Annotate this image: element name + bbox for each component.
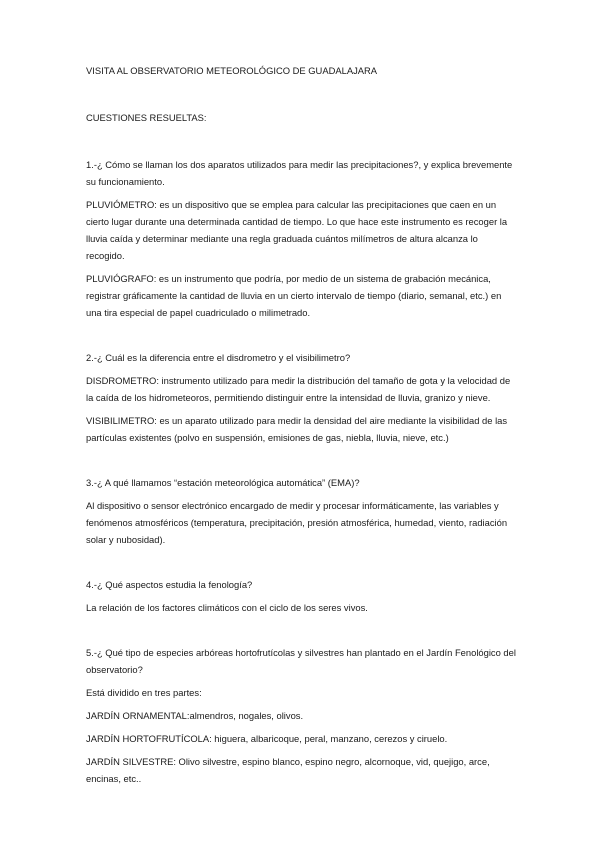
question-4: 4.-¿ Qué aspectos estudia la fenología? xyxy=(86,579,253,590)
answer-pluviografo: PLUVIÓGRAFO: es un instrumento que podría, por medio de un sistema de grabación mecánica, registrar gráficamente la cantidad de lluvia en un cierto intervalo de tiempo (diario, semanal, etc.) en una tira especial de papel cuadriculado o milimetrado. xyxy=(86,273,502,318)
answer-disdrometro: DISDROMETRO: instrumento utilizado para medir la distribución del tamaño de gota y la velocidad de la caída de los hidrometeoros, permitiendo distinguir entre la intensidad de lluvia, granizo y nieve. xyxy=(86,375,511,403)
answer-jardin-silvestre: JARDÍN SILVESTRE: Olivo silvestre, espino blanco, espino negro, alcornoque, vid, quejigo, arce, encinas, etc.. xyxy=(86,756,490,784)
document-body xyxy=(86,62,516,789)
document-subtitle: CUESTIONES RESUELTAS: xyxy=(86,112,207,123)
question-2: 2.-¿ Cuál es la diferencia entre el disdrometro y el visibilimetro? xyxy=(86,352,351,363)
answer-pluviometro: PLUVIÓMETRO: es un dispositivo que se emplea para calcular las precipitaciones que caen en un cierto lugar durante una determinada cantidad de tiempo. Lo que hace este instrumento es recoger la lluvia caída y determinar mediante una regla graduada cuántos milímetros de altura alcanza lo recogido. xyxy=(86,199,508,261)
question-5: 5.-¿ Qué tipo de especies arbóreas hortofrutícolas y silvestres han plantado en el Jardín Fenológico del observatorio? xyxy=(86,647,516,675)
answer-ema: Al dispositivo o sensor electrónico encargado de medir y procesar informáticamente, las variables y fenómenos atmosféricos (temperatura, precipitación, presión atmosférica, humedad, viento, radiación solar y nubosidad). xyxy=(86,500,508,545)
answer-jardin-intro: Está dividido en tres partes: xyxy=(86,687,202,698)
document-title: VISITA AL OBSERVATORIO METEOROLÓGICO DE GUADALAJARA xyxy=(86,65,378,76)
question-3: 3.-¿ A qué llamamos “estación meteorológica automática” (EMA)? xyxy=(86,477,360,488)
answer-jardin-ornamental: JARDÍN ORNAMENTAL:almendros, nogales, olivos. xyxy=(86,710,304,721)
question-section-3 xyxy=(86,474,516,548)
answer-jardin-hortofruticola: JARDÍN HORTOFRUTÍCOLA: higuera, albaricoque, peral, manzano, cerezos y ciruelo. xyxy=(86,733,448,744)
question-1: 1.-¿ Cómo se llaman los dos aparatos utilizados para medir las precipitaciones?, y explica brevemente su funcionamiento. xyxy=(86,159,513,187)
question-section-1 xyxy=(86,156,516,321)
question-section-5 xyxy=(86,644,516,787)
question-section-4 xyxy=(86,576,516,616)
question-section-2 xyxy=(86,349,516,446)
answer-visibilimetro: VISIBILIMETRO: es un aparato utilizado para medir la densidad del aire mediante la visibilidad de las partículas existentes (polvo en suspensión, emisiones de gas, niebla, lluvia, nieve, etc.) xyxy=(86,415,508,443)
answer-fenologia: La relación de los factores climáticos con el ciclo de los seres vivos. xyxy=(86,602,368,613)
